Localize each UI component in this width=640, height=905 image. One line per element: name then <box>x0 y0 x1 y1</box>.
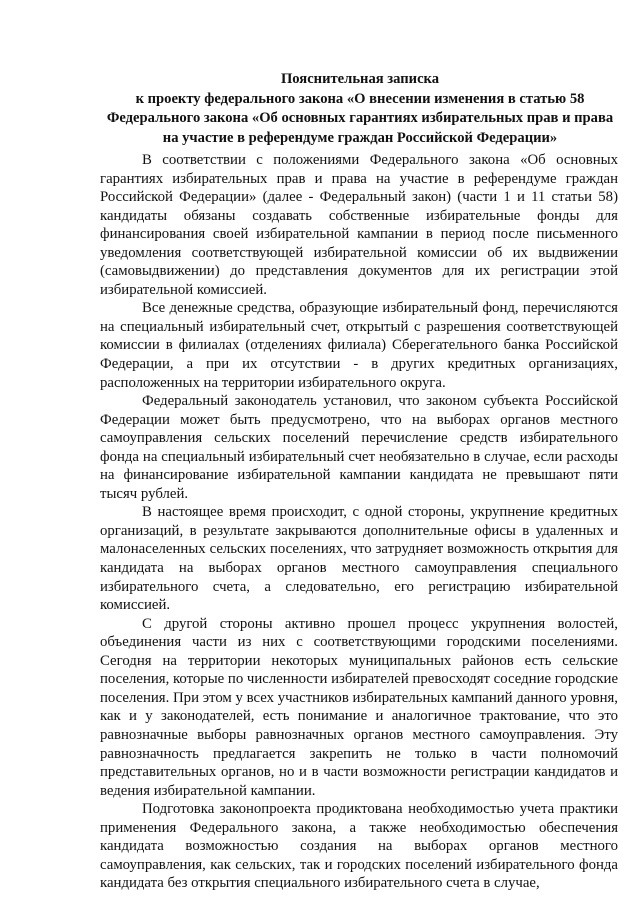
title-line: Пояснительная записка <box>280 71 440 87</box>
body-paragraph: В соответствии с положениями Федерального закона «Об основных гарантиях избирательных прав и права на участие в референдуме граждан Российской Федерации» (далее - Федеральный закон) (части 1 и 11 статьи 58) кандидаты обязаны создавать собственные избирательные фонды для финансирования своей избирательной кампании в период после письменного уведомления соответствующей избирательной комиссии об их выдвижении (самовыдвижении) до представления документов для их регистрации этой избирательной комиссией. <box>100 152 618 298</box>
body-paragraph: С другой стороны активно прошел процесс укрупнения волостей, объединения части из них с соответствующими городскими поселениями. Сегодня на территории некоторых муниципальных районов есть сельские поселения, которые по численности избирателей превосходят соседние городские поселения. При этом у всех участников избирательных кампаний данного уровня, как и у законодателей, есть понимание и аналогичное трактование, что это равнозначные выборы равнозначных органов местного самоуправления. Эту равнозначность предлагается закрепить не только в части полномочий представительных органов, но и в части возможности регистрации кандидатов и ведения избирательной кампании. <box>100 615 619 799</box>
body-paragraph: Подготовка законопроекта продиктована необходимостью учета практики применения Федерального закона, а также необходимостью обеспечения кандидата возможностью создания на выборах органов местного самоуправления, как сельских, так и городских поселений избирательного фонда кандидата без открытия специального избирательного счета в случае, <box>100 801 618 892</box>
body-paragraph: В настоящее время происходит, с одной стороны, укрупнение кредитных организаций, в результате закрываются дополнительные офисы в удаленных и малонаселенных сельских поселениях, что затрудняет возможность открытия для кандидата на выборах органов местного самоуправления специального избирательного счета, а следовательно, его регистрацию избирательной комиссией. <box>100 504 618 614</box>
title-line: Федерального закона «Об основных гарантиях избирательных прав и права <box>106 110 614 126</box>
body-paragraph: Федеральный законодатель установил, что законом субъекта Российской Федерации может быть предусмотрено, что на выборах органов местного самоуправления сельских поселений перечисление средств избирательного фонда на специальный избирательный счет необязательно в случае, если расходы на финансирование избирательной кампании кандидата не превышают пяти тысяч рублей. <box>100 393 618 502</box>
title-line: к проекту федерального закона «О внесении изменения в статью 58 <box>135 90 585 107</box>
document-title <box>96 70 624 148</box>
body-paragraph: Все денежные средства, образующие избирательный фонд, перечисляются на специальный избирательный счет, открытый с разрешения соответствующей комиссии в филиалах (отделениях филиала) Сберегательного банка Российской Федерации, а при их отсутствии - в других кредитных организациях, расположенных на территории избирательного округа. <box>100 300 618 391</box>
title-line: на участие в референдуме граждан Российской Федерации» <box>162 129 558 146</box>
document-body <box>100 151 618 893</box>
